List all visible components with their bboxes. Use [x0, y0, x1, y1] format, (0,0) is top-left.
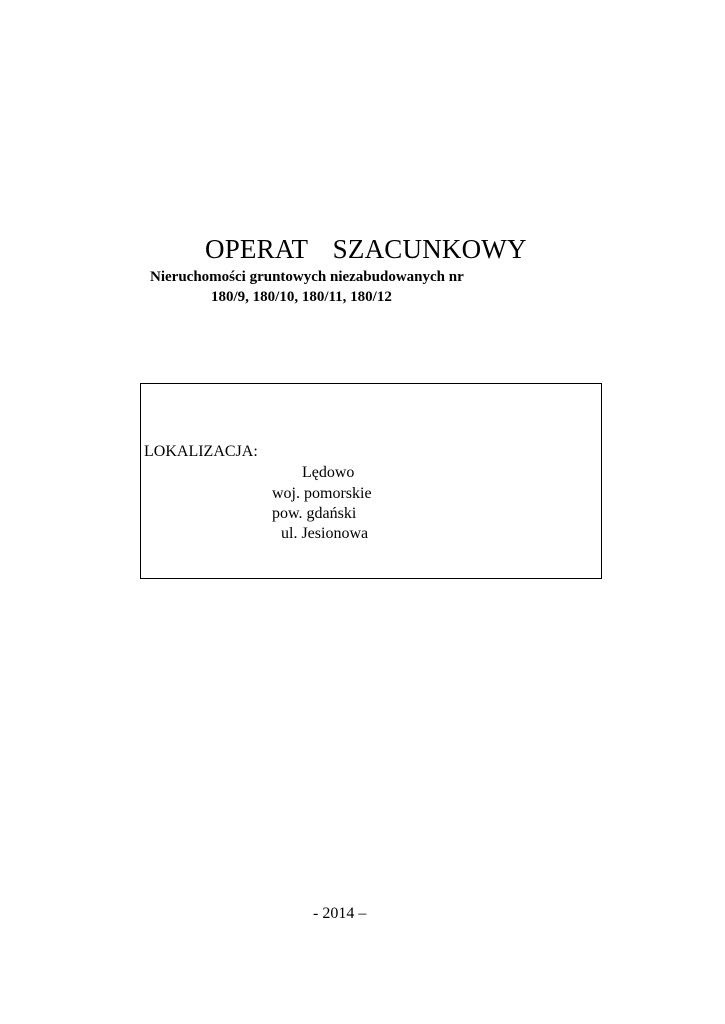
document-subtitle-line1: Nieruchomości gruntowych niezabudowanych nr: [150, 269, 464, 285]
location-line-locality: Lędowo: [302, 464, 355, 481]
location-line-county: pow. gdański: [272, 505, 357, 522]
document-subtitle-line2: 180/9, 180/10, 180/11, 180/12: [211, 289, 392, 305]
document-year: - 2014 –: [313, 905, 367, 922]
location-label: LOKALIZACJA:: [144, 443, 258, 460]
location-line-voivodeship: woj. pomorskie: [272, 485, 372, 502]
location-line-street: ul. Jesionowa: [281, 525, 369, 542]
document-title: OPERAT SZACUNKOWY: [205, 234, 527, 264]
location-box: [140, 383, 602, 579]
